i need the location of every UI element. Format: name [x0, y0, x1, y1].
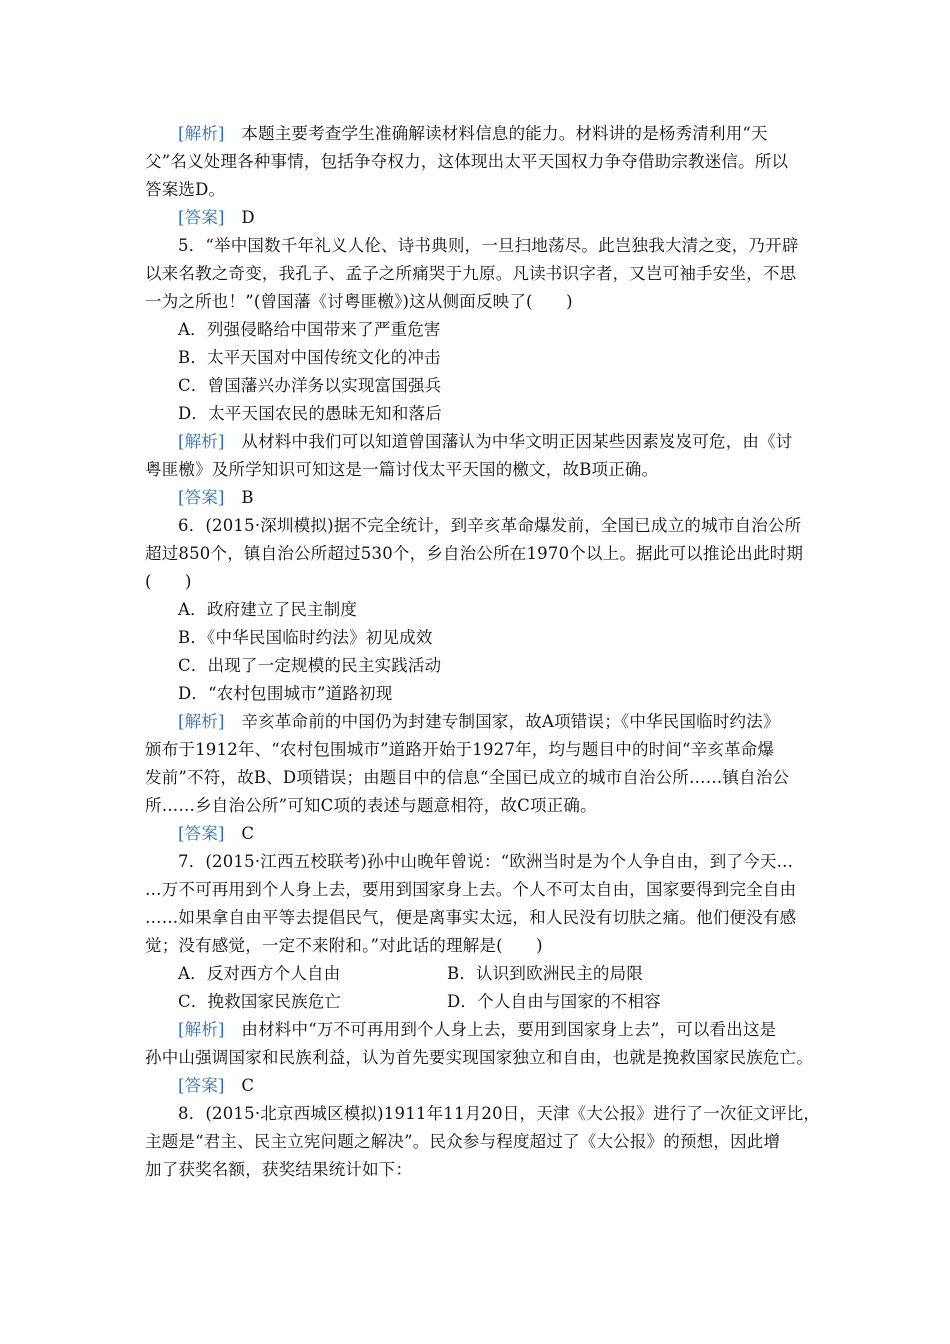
- q6-analysis-line-3: 发前”不符，故B、D项错误；由题目中的信息“全国已成立的城市自治公所……镇自治公: [145, 768, 790, 787]
- q8-stem-line-3: 加了获奖名额，获奖结果统计如下：: [145, 1160, 413, 1179]
- q7-option-c: C．挽救国家民族危亡: [178, 992, 342, 1011]
- q7-stem-line-4: 觉；没有感觉，一定不来附和。”对此话的理解是( ): [145, 936, 543, 955]
- q7-options-row-1: [178, 960, 778, 988]
- q8-stem-line-1: 8．(2015·北京西城区模拟)1911年11月20日，天津《大公报》进行了一次征文评比，: [178, 1104, 821, 1123]
- q8-stem-line-2: 主题是“君主、民主立宪问题之解决”。民众参与程度超过了《大公报》的预想，因此增: [145, 1132, 781, 1151]
- q5-option-b: B．太平天国对中国传统文化的冲击: [178, 348, 441, 367]
- answer-tag: [答案]: [178, 1076, 225, 1095]
- answer-tag: [答案]: [178, 488, 225, 507]
- analysis-tag: [解析]: [178, 432, 225, 451]
- q7-option-a: A．反对西方个人自由: [178, 964, 341, 983]
- q4-analysis-line-1: [解析] 本题主要考查学生准确解读材料信息的能力。材料讲的是杨秀清利用“天: [178, 124, 768, 143]
- q7-option-b: B．认识到欧洲民主的局限: [447, 964, 644, 983]
- q7-option-d: D．个人自由与国家的不相容: [447, 992, 661, 1011]
- q7-stem-line-2: …万不可再用到个人身上去，要用到国家身上去。个人不可太自由，国家要得到完全自由: [145, 880, 797, 899]
- q7-analysis-line-1: [解析] 由材料中“万不可再用到个人身上去，要用到国家身上去”，可以看出这是: [178, 1020, 777, 1039]
- q7-stem-line-1: 7．(2015·江西五校联考)孙中山晚年曾说：“欧洲当时是为个人争自由，到了今天…: [178, 852, 794, 871]
- q4-analysis-line-3: 答案选D。: [145, 180, 226, 199]
- q7-answer: [答案] C: [178, 1076, 255, 1095]
- q6-option-b: B．《中华民国临时约法》初见成效: [178, 628, 433, 647]
- q5-option-a: A．列强侵略给中国带来了严重危害: [178, 320, 441, 339]
- q6-analysis-line-1: [解析] 辛亥革命前的中国仍为封建专制国家，故A项错误；《中华民国临时约法》: [178, 712, 780, 731]
- q6-stem-line-3: ( ): [145, 572, 192, 591]
- analysis-tag: [解析]: [178, 124, 225, 143]
- q4-answer: [答案] D: [178, 208, 255, 227]
- q6-analysis-line-2: 颁布于1912年、“农村包围城市”道路开始于1927年，均与题目中的时间“辛亥革命爆: [145, 740, 775, 759]
- q6-option-c: C．出现了一定规模的民主实践活动: [178, 656, 442, 675]
- analysis-tag: [解析]: [178, 712, 225, 731]
- q5-stem-line-1: 5．“举中国数千年礼义人伦、诗书典则，一旦扫地荡尽。此岂独我大清之变，乃开辟: [178, 236, 799, 255]
- q4-analysis-line-2: 父”名义处理各种事情，包括争夺权力，这体现出太平天国权力争夺借助宗教迷信。所以: [145, 152, 789, 171]
- q6-analysis-line-4: 所……乡自治公所”可知C项的表述与题意相符，故C项正确。: [145, 796, 597, 815]
- analysis-tag: [解析]: [178, 1020, 225, 1039]
- q7-stem-line-3: ……如果拿自由平等去提倡民气，便是离事实太远，和人民没有切肤之痛。他们便没有感: [145, 908, 797, 927]
- q5-option-d: D．太平天国农民的愚昧无知和落后: [178, 404, 442, 423]
- answer-tag: [答案]: [178, 208, 225, 227]
- q7-options-row-2: [178, 988, 778, 1016]
- q5-stem-line-3: 一为之所也！”(曾国藩《讨粤匪檄》)这从侧面反映了( ): [145, 292, 573, 311]
- q5-answer: [答案] B: [178, 488, 254, 507]
- q6-option-d: D．“农村包围城市”道路初现: [178, 684, 393, 703]
- q7-analysis-line-2: 孙中山强调国家和民族利益，认为首先要实现国家独立和自由，也就是挽救国家民族危亡。: [145, 1048, 813, 1067]
- q5-stem-line-2: 以来名教之奇变，我孔子、孟子之所痛哭于九原。凡读书识字者，又岂可袖手安坐，不思: [145, 264, 797, 283]
- q5-analysis-line-2: 粤匪檄》及所学知识可知这是一篇讨伐太平天国的檄文，故B项正确。: [145, 460, 659, 479]
- answer-tag: [答案]: [178, 824, 225, 843]
- q5-option-c: C．曾国藩兴办洋务以实现富国强兵: [178, 376, 442, 395]
- q6-stem-line-2: 超过850个，镇自治公所超过530个，乡自治公所在1970个以上。据此可以推论出此时期: [145, 544, 804, 563]
- q6-stem-line-1: 6．(2015·深圳模拟)据不完全统计，到辛亥革命爆发前，全国已成立的城市自治公所: [178, 516, 802, 535]
- q6-option-a: A．政府建立了民主制度: [178, 600, 358, 619]
- q6-answer: [答案] C: [178, 824, 255, 843]
- q5-analysis-line-1: [解析] 从材料中我们可以知道曾国藩认为中华文明正因某些因素岌岌可危，由《讨: [178, 432, 793, 451]
